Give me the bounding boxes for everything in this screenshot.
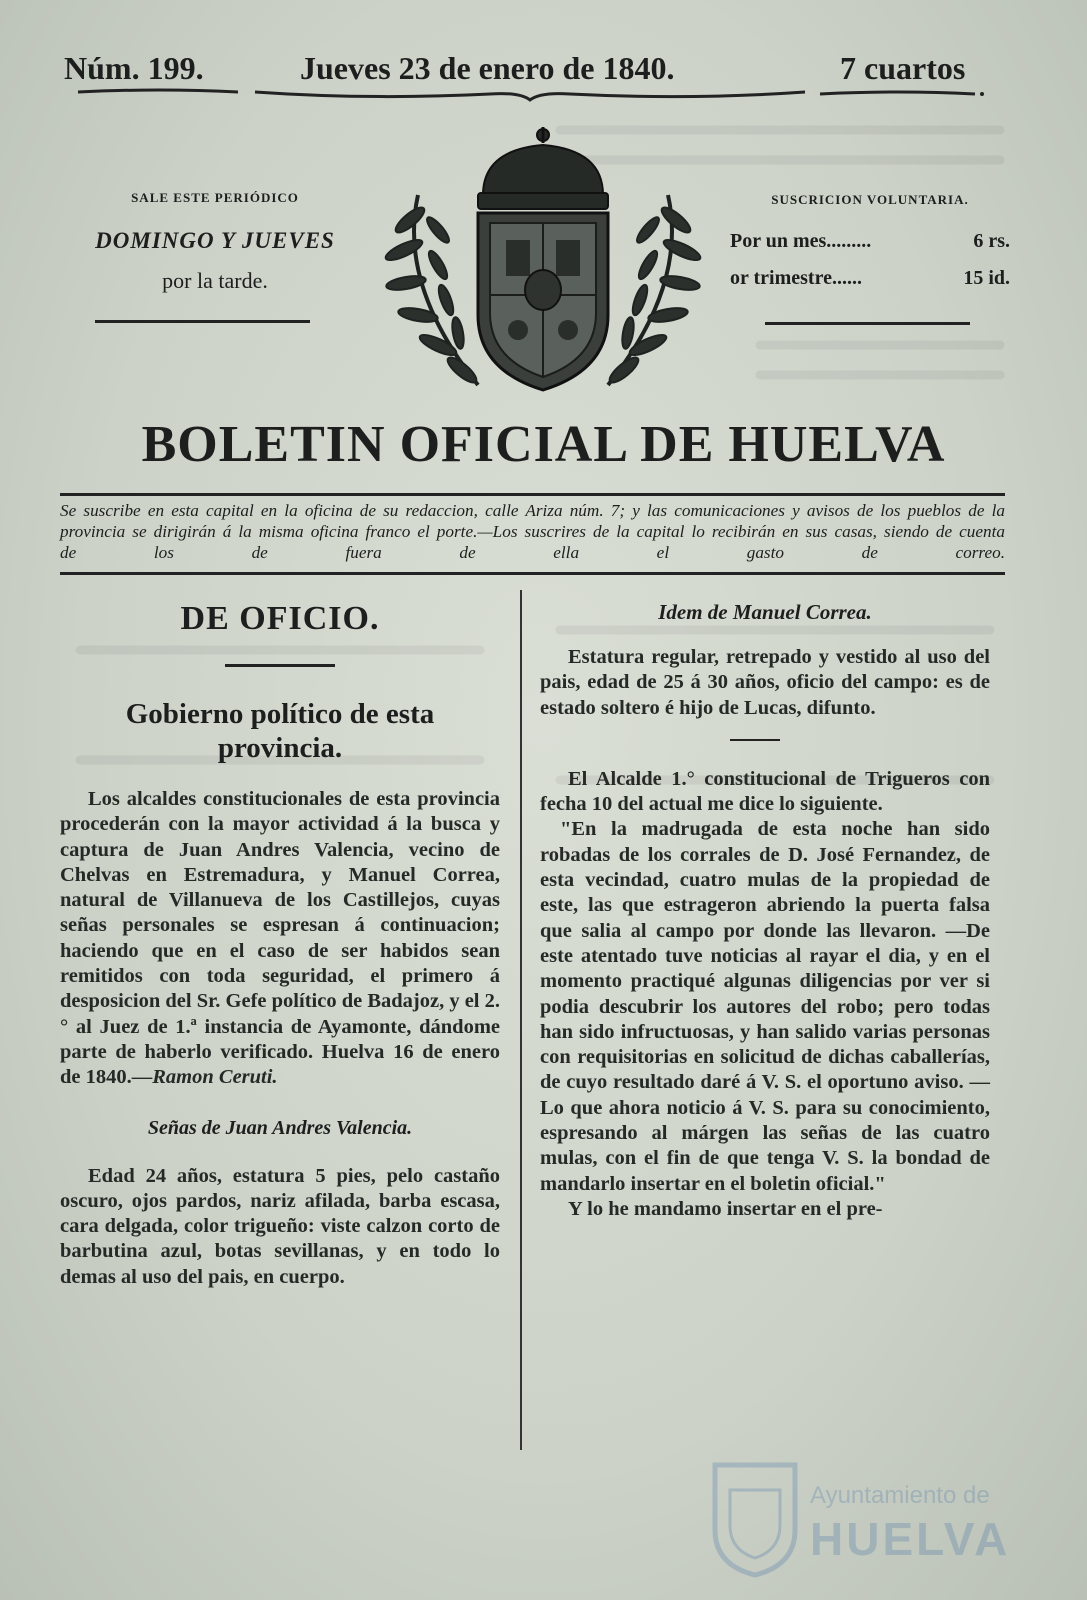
right-paragraph-4: Y lo he mandamo insertar en el pre- xyxy=(568,1197,883,1220)
publication-schedule xyxy=(70,190,360,294)
left-info-rule xyxy=(95,320,310,323)
right-paragraph-1: Estatura regular, retrepado y vestido al uso del pais, edad de 25 á 30 años, oficio del campo: es de estado soltero é hijo de Lucas, difunto. xyxy=(540,646,990,719)
article-heading: Gobierno político de esta provincia. xyxy=(125,698,435,764)
issue-number: Núm. 199. xyxy=(64,50,204,86)
city-shield-icon xyxy=(710,1460,800,1580)
section-heading: DE OFICIO. xyxy=(180,600,380,637)
issue-bar xyxy=(60,50,1000,90)
watermark-line-2: HUELVA xyxy=(810,1513,1011,1565)
subheading-correa: Idem de Manuel Correa. xyxy=(658,600,872,624)
month-price: 6 rs. xyxy=(973,230,1010,252)
left-column xyxy=(60,600,500,1290)
subscription-month xyxy=(730,230,1010,253)
right-paragraph-3: "En la madrugada de esta noche han sido robadas de los corrales de D. José Fernandez, de esta vecindad, cuatro mulas de la propiedad de este, las que estrageron abriendo la puerta falsa que salia al campo por donde las llevaron. —De este atentado tuve noticias al rayar el dia, y en el momento practiqué algunas diligencias por ver si podia descubrir los autores del robo; pero todas han sido infructuosas, y han salido varias personas con requisitorias en solicitud de dichas caballerías, de cuyo resultado daré á V. S. el oportuno aviso. —Lo que ahora noticio á V. S. para su conocimiento, espresando al márgen las señas de las cuatro mulas, con el fin de que tenga V. S. la bondad de mandarlo insertar en el boletin oficial." xyxy=(540,818,990,1195)
schedule-days: DOMINGO Y JUEVES xyxy=(95,228,335,253)
subscription-notice: Se suscribe en esta capital en la oficina de su redaccion, calle Ariza núm. 7; y las comunicaciones y avisos de los pueblos de la provincia se dirigirán á la misma oficina franco el porte.—Los suscrires de la capital lo recibirán en sus casas, siendo de cuenta de los de fuera de ella el gasto de correo. xyxy=(60,501,1005,562)
signature: Ramon Ceruti. xyxy=(152,1066,278,1089)
royal-coat-of-arms-icon xyxy=(358,125,728,410)
schedule-label: SALE ESTE PERIÓDICO xyxy=(131,190,299,205)
archive-watermark xyxy=(690,1460,1030,1580)
section-rule xyxy=(225,664,335,667)
article-paragraph-1 xyxy=(60,787,500,1091)
subscription-label: SUSCRICION VOLUNTARIA. xyxy=(771,192,969,207)
short-divider xyxy=(730,739,780,741)
masthead-title: BOLETIN OFICIAL DE HUELVA xyxy=(141,416,946,473)
right-info-rule xyxy=(765,322,970,325)
quarter-label: or trimestre...... xyxy=(730,267,862,289)
quarter-price: 15 id. xyxy=(963,267,1010,289)
watermark-line-1: Ayuntamiento de xyxy=(810,1482,990,1509)
right-paragraph-2: El Alcalde 1.° constitucional de Trigueros con fecha 10 del actual me dice lo siguiente. xyxy=(540,767,990,816)
subscription-info xyxy=(730,192,1010,290)
article-paragraph-1-text: Los alcaldes constitucionales de esta provincia procederán con la mayor actividad á la busca y captura de Juan Andres Valencia, vecino de Chelvas en Estremadura, y Manuel Correa, natural de Villanueva de los Castillejos, cuyas señas personales se espresan á continuacion; haciendo que en el caso de ser habidos sean remitidos con toda seguridad, el primero á desposicion del Sr. Gefe político de Badajoz, y el 2.° al Juez de 1.ª instancia de Ayamonte, dándome parte de haberlo verificado. Huelva 16 de enero de 1840.— xyxy=(60,788,500,1089)
column-divider xyxy=(520,590,522,1450)
article-paragraph-2: Edad 24 años, estatura 5 pies, pelo castaño oscuro, ojos pardos, nariz afilada, barba escasa, cara delgada, color trigueño: viste calzon corto de barbutina azul, botas sevillanas, y en todo lo demas al uso del pais, en cuerpo. xyxy=(60,1164,500,1288)
top-ornamental-rule xyxy=(70,86,1000,106)
right-column xyxy=(540,600,990,1222)
notice-rule xyxy=(60,572,1005,575)
issue-price: 7 cuartos xyxy=(840,50,966,86)
schedule-time: por la tarde. xyxy=(162,268,268,293)
masthead-rule xyxy=(60,493,1005,496)
issue-date: Jueves 23 de enero de 1840. xyxy=(300,50,675,86)
month-label: Por un mes......... xyxy=(730,230,872,252)
subscription-quarter xyxy=(730,267,1010,290)
subheading-valencia: Señas de Juan Andres Valencia. xyxy=(147,1116,413,1139)
